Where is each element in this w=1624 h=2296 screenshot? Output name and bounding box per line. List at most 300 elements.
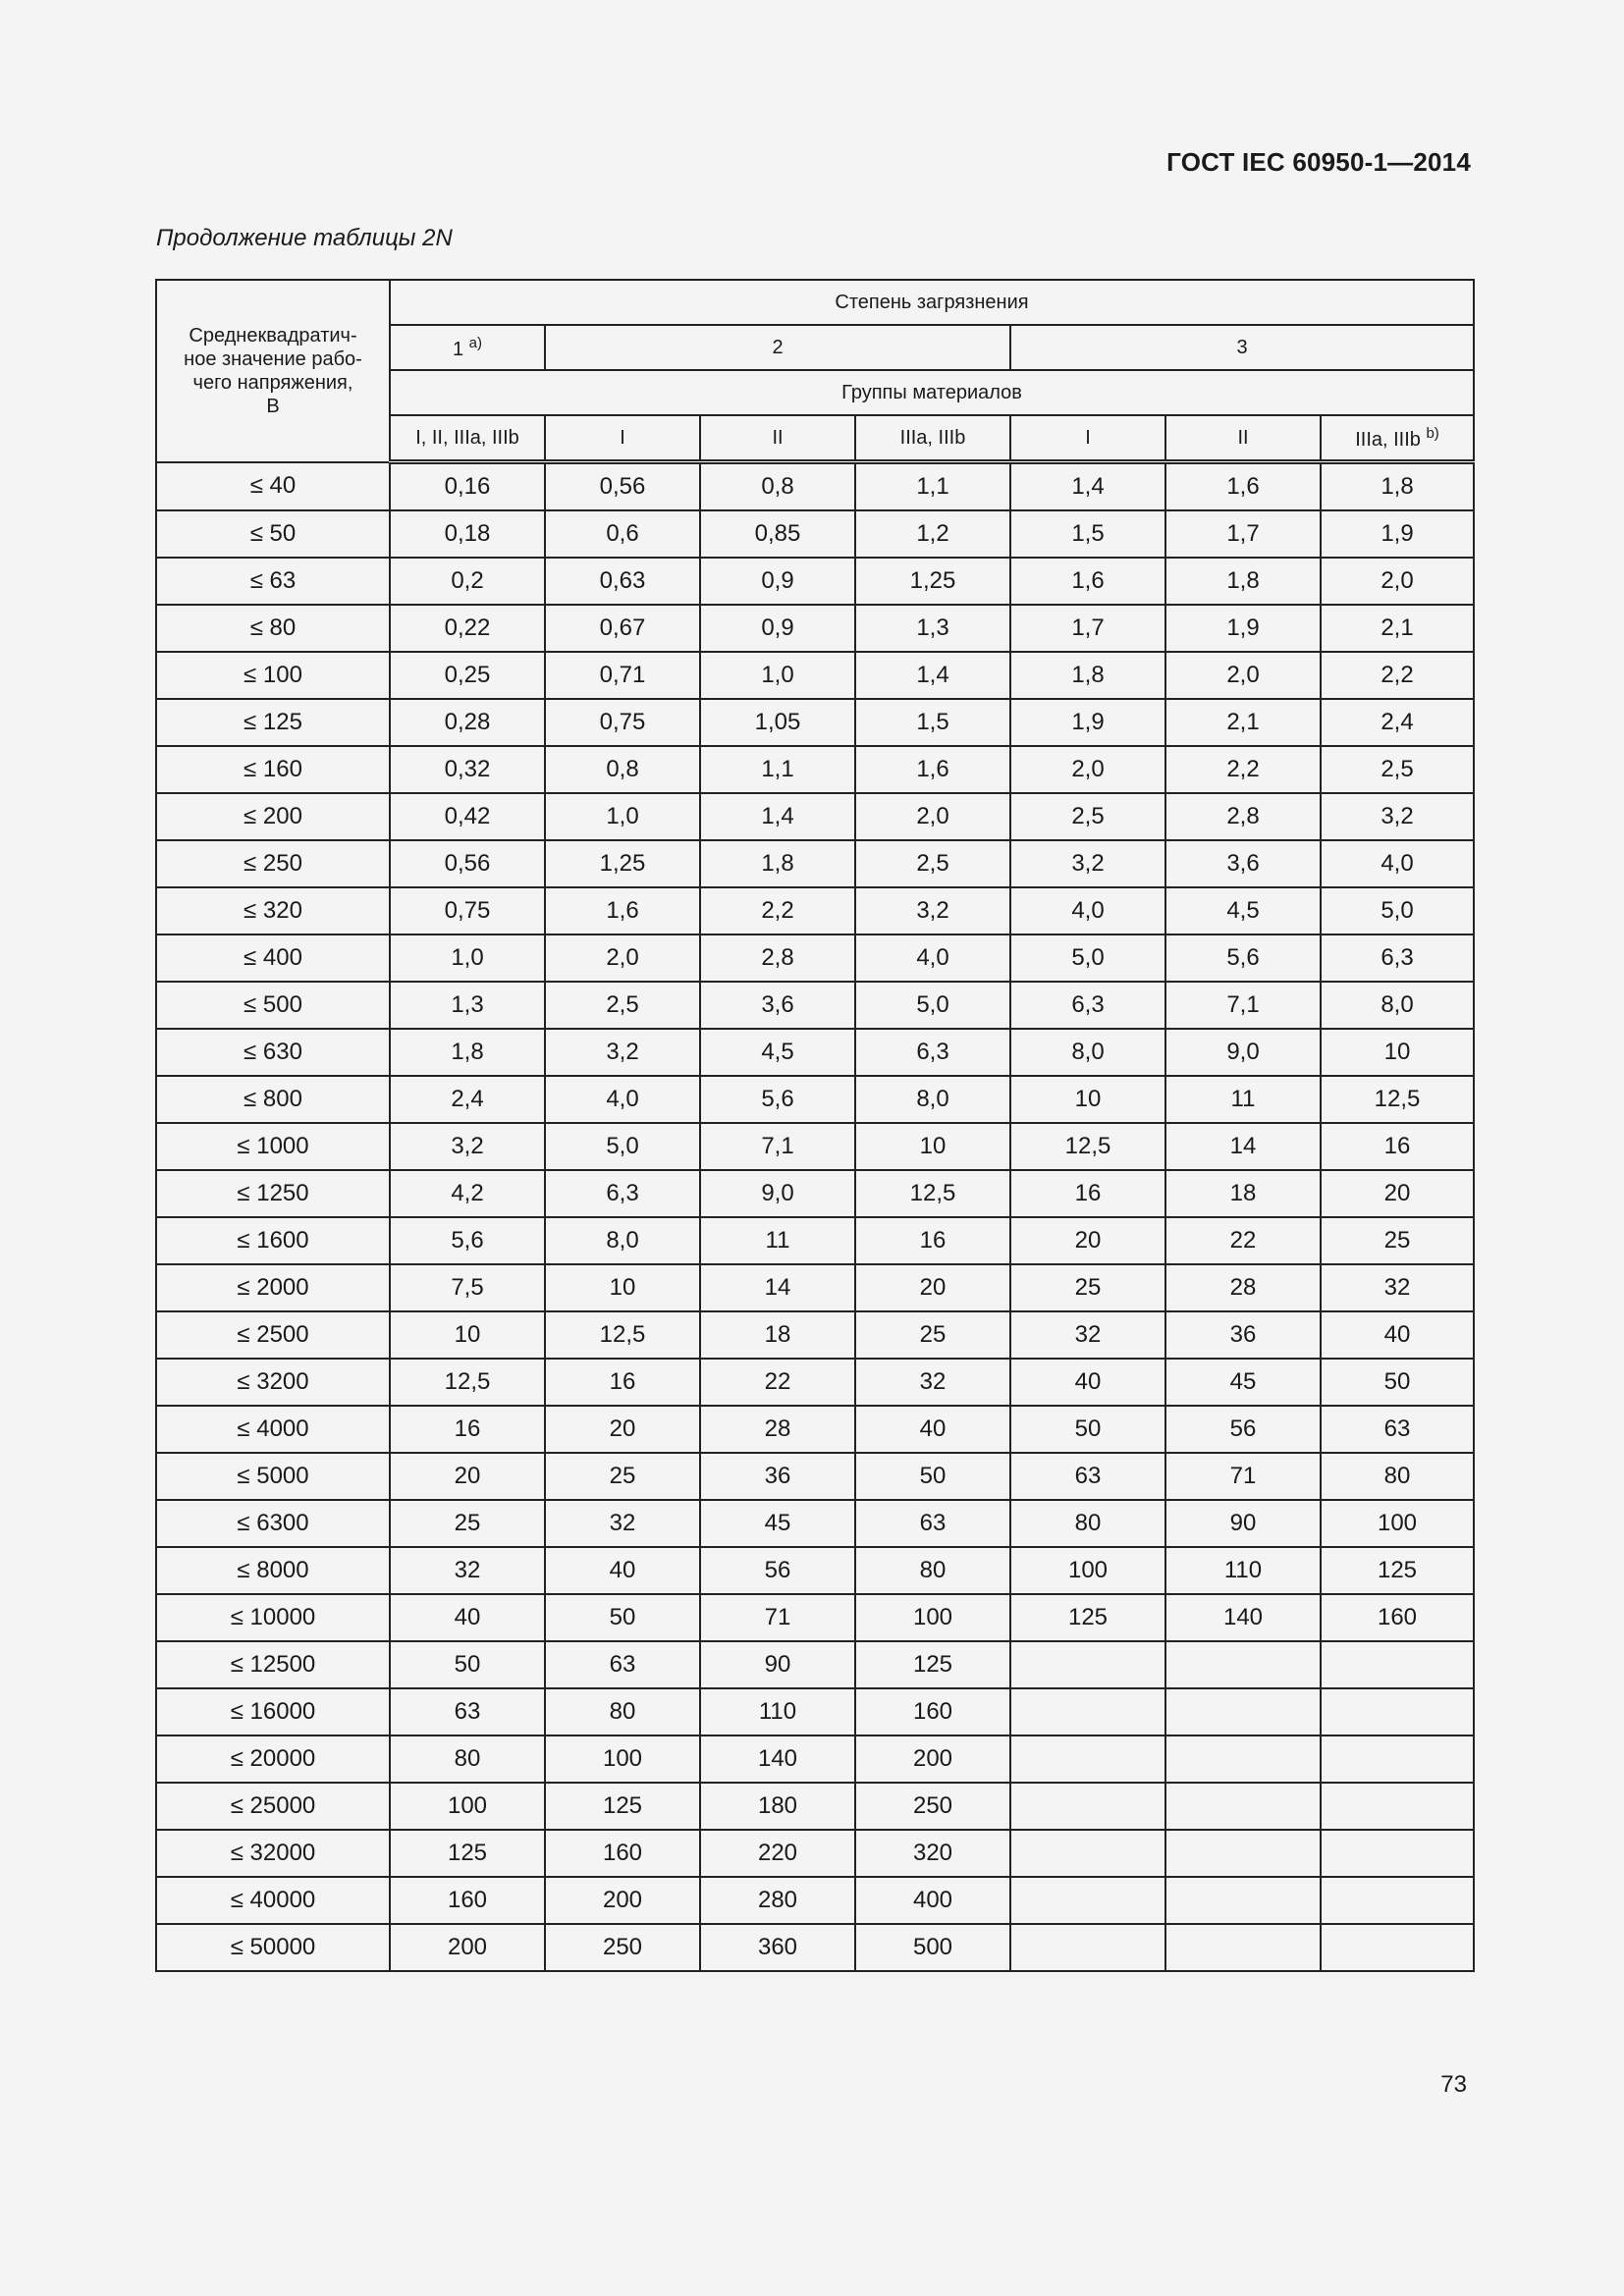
- table-row: [156, 840, 1474, 887]
- creepage-value-cell: 320: [855, 1830, 1010, 1877]
- table-row: [156, 1783, 1474, 1830]
- creepage-value-cell: 110: [700, 1688, 855, 1735]
- creepage-value-cell: 0,28: [390, 699, 545, 746]
- creepage-value-cell: 80: [855, 1547, 1010, 1594]
- table-row: [156, 1170, 1474, 1217]
- table-row: [156, 1264, 1474, 1311]
- creepage-value-cell: 28: [700, 1406, 855, 1453]
- creepage-value-cell: 5,6: [1165, 934, 1321, 982]
- creepage-value-cell: 1,8: [1165, 558, 1321, 605]
- creepage-value-cell: 8,0: [1321, 982, 1474, 1029]
- table-header: [156, 280, 1474, 462]
- voltage-cell: ≤ 400: [156, 934, 390, 982]
- pollution-degree-1: [390, 325, 545, 370]
- creepage-value-cell: 63: [390, 1688, 545, 1735]
- creepage-value-cell: 28: [1165, 1264, 1321, 1311]
- table-row: [156, 1359, 1474, 1406]
- creepage-value-cell: 2,2: [1165, 746, 1321, 793]
- voltage-cell: ≤ 10000: [156, 1594, 390, 1641]
- creepage-value-cell: 1,3: [390, 982, 545, 1029]
- creepage-value-cell: 25: [390, 1500, 545, 1547]
- table-row: [156, 1406, 1474, 1453]
- creepage-value-cell: 32: [390, 1547, 545, 1594]
- creepage-value-cell: [1010, 1783, 1165, 1830]
- creepage-value-cell: 2,8: [700, 934, 855, 982]
- creepage-value-cell: 0,67: [545, 605, 700, 652]
- creepage-value-cell: 36: [1165, 1311, 1321, 1359]
- voltage-cell: ≤ 2500: [156, 1311, 390, 1359]
- degree-label: 1: [452, 338, 464, 360]
- creepage-value-cell: 7,1: [1165, 982, 1321, 1029]
- voltage-cell: ≤ 6300: [156, 1500, 390, 1547]
- creepage-value-cell: 0,75: [390, 887, 545, 934]
- creepage-value-cell: 2,0: [855, 793, 1010, 840]
- creepage-value-cell: [1165, 1783, 1321, 1830]
- creepage-value-cell: 5,0: [1010, 934, 1165, 982]
- creepage-value-cell: 1,05: [700, 699, 855, 746]
- creepage-value-cell: 1,6: [545, 887, 700, 934]
- material-group-header: II: [700, 415, 855, 462]
- creepage-value-cell: 200: [390, 1924, 545, 1971]
- creepage-value-cell: 5,6: [390, 1217, 545, 1264]
- creepage-value-cell: 125: [390, 1830, 545, 1877]
- voltage-cell: ≤ 1600: [156, 1217, 390, 1264]
- table-row: [156, 1217, 1474, 1264]
- creepage-value-cell: 8,0: [855, 1076, 1010, 1123]
- voltage-cell: ≤ 2000: [156, 1264, 390, 1311]
- creepage-value-cell: 1,5: [855, 699, 1010, 746]
- creepage-value-cell: [1165, 1830, 1321, 1877]
- creepage-value-cell: 280: [700, 1877, 855, 1924]
- creepage-value-cell: [1321, 1735, 1474, 1783]
- creepage-value-cell: [1010, 1641, 1165, 1688]
- creepage-value-cell: 8,0: [545, 1217, 700, 1264]
- creepage-value-cell: 2,2: [700, 887, 855, 934]
- footnote-marker: a): [468, 334, 483, 351]
- creepage-value-cell: 9,0: [1165, 1029, 1321, 1076]
- creepage-value-cell: [1321, 1783, 1474, 1830]
- creepage-value-cell: 2,4: [1321, 699, 1474, 746]
- creepage-value-cell: 0,22: [390, 605, 545, 652]
- creepage-value-cell: 20: [1010, 1217, 1165, 1264]
- table-row: [156, 605, 1474, 652]
- creepage-value-cell: 100: [855, 1594, 1010, 1641]
- creepage-value-cell: 125: [1010, 1594, 1165, 1641]
- creepage-value-cell: 12,5: [855, 1170, 1010, 1217]
- table-row: [156, 1029, 1474, 1076]
- creepage-value-cell: 10: [855, 1123, 1010, 1170]
- creepage-value-cell: 50: [1010, 1406, 1165, 1453]
- creepage-value-cell: 0,85: [700, 510, 855, 558]
- voltage-header-line: чего напряжения,: [192, 371, 353, 394]
- voltage-cell: ≤ 1000: [156, 1123, 390, 1170]
- creepage-value-cell: [1321, 1877, 1474, 1924]
- voltage-cell: ≤ 320: [156, 887, 390, 934]
- creepage-value-cell: 4,2: [390, 1170, 545, 1217]
- creepage-value-cell: 16: [390, 1406, 545, 1453]
- creepage-value-cell: 40: [390, 1594, 545, 1641]
- voltage-cell: ≤ 80: [156, 605, 390, 652]
- creepage-value-cell: 50: [855, 1453, 1010, 1500]
- pollution-degree-header: Степень загрязнения: [390, 280, 1474, 325]
- voltage-cell: ≤ 250: [156, 840, 390, 887]
- creepage-value-cell: [1321, 1688, 1474, 1735]
- creepage-value-cell: 180: [700, 1783, 855, 1830]
- creepage-value-cell: 2,1: [1165, 699, 1321, 746]
- creepage-value-cell: 16: [545, 1359, 700, 1406]
- creepage-value-cell: 45: [700, 1500, 855, 1547]
- creepage-value-cell: 4,5: [1165, 887, 1321, 934]
- voltage-header-line: Среднеквадратич-: [189, 324, 357, 347]
- creepage-value-cell: 22: [1165, 1217, 1321, 1264]
- group-label: IIIa, IIIb: [1355, 428, 1421, 451]
- creepage-value-cell: 5,6: [700, 1076, 855, 1123]
- creepage-value-cell: 2,1: [1321, 605, 1474, 652]
- table-row: [156, 887, 1474, 934]
- creepage-value-cell: 1,25: [855, 558, 1010, 605]
- table-row: [156, 1594, 1474, 1641]
- creepage-value-cell: 125: [1321, 1547, 1474, 1594]
- table-row: [156, 1076, 1474, 1123]
- voltage-cell: ≤ 20000: [156, 1735, 390, 1783]
- table-row: [156, 1547, 1474, 1594]
- creepage-value-cell: 6,3: [545, 1170, 700, 1217]
- creepage-value-cell: 45: [1165, 1359, 1321, 1406]
- creepage-value-cell: 56: [700, 1547, 855, 1594]
- creepage-value-cell: 12,5: [390, 1359, 545, 1406]
- creepage-value-cell: 200: [545, 1877, 700, 1924]
- creepage-value-cell: 40: [545, 1547, 700, 1594]
- voltage-column-header: [156, 280, 390, 462]
- voltage-cell: ≤ 40: [156, 462, 390, 511]
- creepage-value-cell: [1321, 1641, 1474, 1688]
- creepage-value-cell: 3,2: [1010, 840, 1165, 887]
- creepage-value-cell: 140: [700, 1735, 855, 1783]
- creepage-value-cell: 50: [1321, 1359, 1474, 1406]
- voltage-cell: ≤ 100: [156, 652, 390, 699]
- voltage-cell: ≤ 8000: [156, 1547, 390, 1594]
- creepage-value-cell: 25: [1010, 1264, 1165, 1311]
- table-row: [156, 1877, 1474, 1924]
- creepage-value-cell: [1165, 1924, 1321, 1971]
- creepage-value-cell: 100: [1010, 1547, 1165, 1594]
- voltage-cell: ≤ 1250: [156, 1170, 390, 1217]
- creepage-value-cell: 1,5: [1010, 510, 1165, 558]
- creepage-value-cell: 10: [1321, 1029, 1474, 1076]
- creepage-value-cell: 160: [545, 1830, 700, 1877]
- creepage-value-cell: 2,8: [1165, 793, 1321, 840]
- table-caption: Продолжение таблицы 2N: [156, 225, 453, 251]
- material-group-header: I: [1010, 415, 1165, 462]
- creepage-value-cell: 56: [1165, 1406, 1321, 1453]
- creepage-value-cell: 11: [700, 1217, 855, 1264]
- creepage-value-cell: 3,2: [855, 887, 1010, 934]
- creepage-value-cell: 1,6: [1165, 462, 1321, 511]
- creepage-value-cell: 3,2: [1321, 793, 1474, 840]
- creepage-value-cell: 80: [390, 1735, 545, 1783]
- table-row: [156, 793, 1474, 840]
- material-group-header: II: [1165, 415, 1321, 462]
- creepage-value-cell: 1,9: [1321, 510, 1474, 558]
- creepage-value-cell: 100: [390, 1783, 545, 1830]
- creepage-value-cell: 100: [545, 1735, 700, 1783]
- voltage-header-line: ное значение рабо-: [184, 347, 362, 370]
- creepage-value-cell: 4,0: [855, 934, 1010, 982]
- material-group-header: [1321, 415, 1474, 462]
- creepage-value-cell: 500: [855, 1924, 1010, 1971]
- creepage-value-cell: 2,0: [1165, 652, 1321, 699]
- creepage-value-cell: 10: [545, 1264, 700, 1311]
- creepage-value-cell: 1,9: [1165, 605, 1321, 652]
- creepage-value-cell: 14: [1165, 1123, 1321, 1170]
- table-row: [156, 982, 1474, 1029]
- creepage-value-cell: 0,32: [390, 746, 545, 793]
- creepage-value-cell: 2,4: [390, 1076, 545, 1123]
- creepage-value-cell: 1,8: [1321, 462, 1474, 511]
- creepage-value-cell: 360: [700, 1924, 855, 1971]
- creepage-value-cell: 1,7: [1010, 605, 1165, 652]
- creepage-value-cell: 220: [700, 1830, 855, 1877]
- creepage-value-cell: 63: [855, 1500, 1010, 1547]
- creepage-value-cell: 6,3: [1321, 934, 1474, 982]
- creepage-value-cell: 125: [545, 1783, 700, 1830]
- creepage-value-cell: 63: [1010, 1453, 1165, 1500]
- creepage-value-cell: 4,0: [545, 1076, 700, 1123]
- creepage-value-cell: 0,56: [390, 840, 545, 887]
- creepage-value-cell: 1,4: [700, 793, 855, 840]
- creepage-value-cell: 11: [1165, 1076, 1321, 1123]
- voltage-cell: ≤ 12500: [156, 1641, 390, 1688]
- creepage-value-cell: 6,3: [1010, 982, 1165, 1029]
- creepage-value-cell: 1,2: [855, 510, 1010, 558]
- document-standard-header: ГОСТ IEC 60950-1—2014: [1166, 147, 1471, 177]
- creepage-value-cell: 0,2: [390, 558, 545, 605]
- creepage-value-cell: 7,5: [390, 1264, 545, 1311]
- creepage-value-cell: 10: [1010, 1076, 1165, 1123]
- voltage-cell: ≤ 500: [156, 982, 390, 1029]
- creepage-value-cell: 2,0: [1010, 746, 1165, 793]
- creepage-value-cell: 25: [1321, 1217, 1474, 1264]
- creepage-value-cell: [1010, 1735, 1165, 1783]
- table-row: [156, 1311, 1474, 1359]
- creepage-value-cell: 100: [1321, 1500, 1474, 1547]
- creepage-value-cell: 40: [855, 1406, 1010, 1453]
- table-row: [156, 699, 1474, 746]
- creepage-value-cell: 0,8: [700, 462, 855, 511]
- voltage-cell: ≤ 40000: [156, 1877, 390, 1924]
- creepage-value-cell: 2,0: [1321, 558, 1474, 605]
- creepage-value-cell: [1010, 1830, 1165, 1877]
- creepage-value-cell: 80: [1321, 1453, 1474, 1500]
- footnote-marker: b): [1426, 424, 1439, 442]
- creepage-value-cell: 5,0: [545, 1123, 700, 1170]
- creepage-value-cell: [1010, 1688, 1165, 1735]
- material-group-header: IIIa, IIIb: [855, 415, 1010, 462]
- material-groups-header: Группы материалов: [390, 370, 1474, 415]
- creepage-value-cell: 63: [1321, 1406, 1474, 1453]
- creepage-value-cell: 20: [545, 1406, 700, 1453]
- creepage-value-cell: 32: [1010, 1311, 1165, 1359]
- table-row: [156, 746, 1474, 793]
- creepage-value-cell: 2,5: [855, 840, 1010, 887]
- voltage-cell: ≤ 630: [156, 1029, 390, 1076]
- table-row: [156, 558, 1474, 605]
- creepage-distance-table: [155, 279, 1475, 1972]
- creepage-value-cell: 0,8: [545, 746, 700, 793]
- creepage-value-cell: 110: [1165, 1547, 1321, 1594]
- creepage-value-cell: 0,25: [390, 652, 545, 699]
- creepage-value-cell: 2,5: [1010, 793, 1165, 840]
- creepage-value-cell: 36: [700, 1453, 855, 1500]
- voltage-cell: ≤ 3200: [156, 1359, 390, 1406]
- creepage-value-cell: 1,25: [545, 840, 700, 887]
- table-row: [156, 1688, 1474, 1735]
- creepage-value-cell: 71: [700, 1594, 855, 1641]
- creepage-value-cell: 16: [1321, 1123, 1474, 1170]
- creepage-value-cell: 0,56: [545, 462, 700, 511]
- creepage-value-cell: 1,7: [1165, 510, 1321, 558]
- table-row: [156, 1924, 1474, 1971]
- creepage-value-cell: 9,0: [700, 1170, 855, 1217]
- voltage-cell: ≤ 4000: [156, 1406, 390, 1453]
- creepage-value-cell: 90: [1165, 1500, 1321, 1547]
- creepage-value-cell: 1,9: [1010, 699, 1165, 746]
- creepage-value-cell: 18: [700, 1311, 855, 1359]
- creepage-value-cell: 1,1: [855, 462, 1010, 511]
- creepage-value-cell: 1,8: [700, 840, 855, 887]
- table-row: [156, 1453, 1474, 1500]
- creepage-value-cell: 18: [1165, 1170, 1321, 1217]
- creepage-value-cell: 1,0: [390, 934, 545, 982]
- creepage-value-cell: 12,5: [1010, 1123, 1165, 1170]
- creepage-value-cell: 16: [855, 1217, 1010, 1264]
- creepage-value-cell: 3,2: [545, 1029, 700, 1076]
- creepage-value-cell: 0,75: [545, 699, 700, 746]
- creepage-value-cell: 160: [1321, 1594, 1474, 1641]
- voltage-cell: ≤ 25000: [156, 1783, 390, 1830]
- creepage-value-cell: [1010, 1924, 1165, 1971]
- voltage-cell: ≤ 50: [156, 510, 390, 558]
- creepage-value-cell: [1165, 1688, 1321, 1735]
- creepage-value-cell: 400: [855, 1877, 1010, 1924]
- creepage-value-cell: 50: [390, 1641, 545, 1688]
- creepage-value-cell: 250: [855, 1783, 1010, 1830]
- creepage-value-cell: 1,4: [855, 652, 1010, 699]
- creepage-value-cell: 2,0: [545, 934, 700, 982]
- creepage-value-cell: 32: [545, 1500, 700, 1547]
- creepage-value-cell: 0,6: [545, 510, 700, 558]
- table-row: [156, 510, 1474, 558]
- creepage-value-cell: 40: [1321, 1311, 1474, 1359]
- creepage-value-cell: 2,5: [1321, 746, 1474, 793]
- page-number: 73: [1440, 2071, 1467, 2098]
- creepage-value-cell: [1165, 1641, 1321, 1688]
- creepage-value-cell: 125: [855, 1641, 1010, 1688]
- creepage-value-cell: 3,6: [700, 982, 855, 1029]
- voltage-cell: ≤ 16000: [156, 1688, 390, 1735]
- creepage-value-cell: 50: [545, 1594, 700, 1641]
- creepage-value-cell: [1321, 1830, 1474, 1877]
- voltage-cell: ≤ 32000: [156, 1830, 390, 1877]
- creepage-value-cell: 160: [390, 1877, 545, 1924]
- voltage-cell: ≤ 125: [156, 699, 390, 746]
- creepage-value-cell: 1,8: [1010, 652, 1165, 699]
- creepage-value-cell: 0,63: [545, 558, 700, 605]
- creepage-value-cell: 25: [545, 1453, 700, 1500]
- creepage-value-cell: [1321, 1924, 1474, 1971]
- creepage-value-cell: 0,16: [390, 462, 545, 511]
- creepage-value-cell: 1,3: [855, 605, 1010, 652]
- creepage-value-cell: 4,0: [1010, 887, 1165, 934]
- creepage-value-cell: 140: [1165, 1594, 1321, 1641]
- creepage-value-cell: 80: [545, 1688, 700, 1735]
- creepage-value-cell: 8,0: [1010, 1029, 1165, 1076]
- table-row: [156, 1123, 1474, 1170]
- creepage-value-cell: 200: [855, 1735, 1010, 1783]
- table-row: [156, 934, 1474, 982]
- material-group-header: I: [545, 415, 700, 462]
- creepage-value-cell: 14: [700, 1264, 855, 1311]
- creepage-value-cell: 20: [390, 1453, 545, 1500]
- voltage-cell: ≤ 200: [156, 793, 390, 840]
- creepage-value-cell: [1165, 1735, 1321, 1783]
- creepage-value-cell: 22: [700, 1359, 855, 1406]
- voltage-cell: ≤ 50000: [156, 1924, 390, 1971]
- voltage-header-line: В: [266, 395, 280, 417]
- creepage-value-cell: 32: [1321, 1264, 1474, 1311]
- creepage-value-cell: 63: [545, 1641, 700, 1688]
- creepage-value-cell: 250: [545, 1924, 700, 1971]
- creepage-value-cell: 12,5: [545, 1311, 700, 1359]
- table-row: [156, 462, 1474, 511]
- pollution-degree-3: 3: [1010, 325, 1474, 370]
- creepage-value-cell: 40: [1010, 1359, 1165, 1406]
- creepage-value-cell: 0,18: [390, 510, 545, 558]
- voltage-cell: ≤ 160: [156, 746, 390, 793]
- creepage-value-cell: 25: [855, 1311, 1010, 1359]
- table-row: [156, 1500, 1474, 1547]
- table-row: [156, 1641, 1474, 1688]
- creepage-value-cell: 0,9: [700, 605, 855, 652]
- creepage-value-cell: 80: [1010, 1500, 1165, 1547]
- creepage-value-cell: 1,4: [1010, 462, 1165, 511]
- creepage-value-cell: 12,5: [1321, 1076, 1474, 1123]
- creepage-value-cell: 10: [390, 1311, 545, 1359]
- table-row: [156, 1735, 1474, 1783]
- creepage-value-cell: 1,1: [700, 746, 855, 793]
- creepage-value-cell: 4,5: [700, 1029, 855, 1076]
- creepage-value-cell: 5,0: [855, 982, 1010, 1029]
- creepage-value-cell: 0,71: [545, 652, 700, 699]
- creepage-value-cell: 1,8: [390, 1029, 545, 1076]
- voltage-cell: ≤ 5000: [156, 1453, 390, 1500]
- table-row: [156, 652, 1474, 699]
- creepage-value-cell: 16: [1010, 1170, 1165, 1217]
- creepage-value-cell: 1,6: [855, 746, 1010, 793]
- creepage-value-cell: 2,2: [1321, 652, 1474, 699]
- creepage-value-cell: 5,0: [1321, 887, 1474, 934]
- creepage-value-cell: [1010, 1877, 1165, 1924]
- pollution-degree-2: 2: [545, 325, 1010, 370]
- creepage-value-cell: 7,1: [700, 1123, 855, 1170]
- table-row: [156, 1830, 1474, 1877]
- creepage-value-cell: 2,5: [545, 982, 700, 1029]
- creepage-value-cell: 0,42: [390, 793, 545, 840]
- table-body: [156, 462, 1474, 1972]
- creepage-value-cell: 1,0: [700, 652, 855, 699]
- creepage-value-cell: 20: [1321, 1170, 1474, 1217]
- creepage-value-cell: 4,0: [1321, 840, 1474, 887]
